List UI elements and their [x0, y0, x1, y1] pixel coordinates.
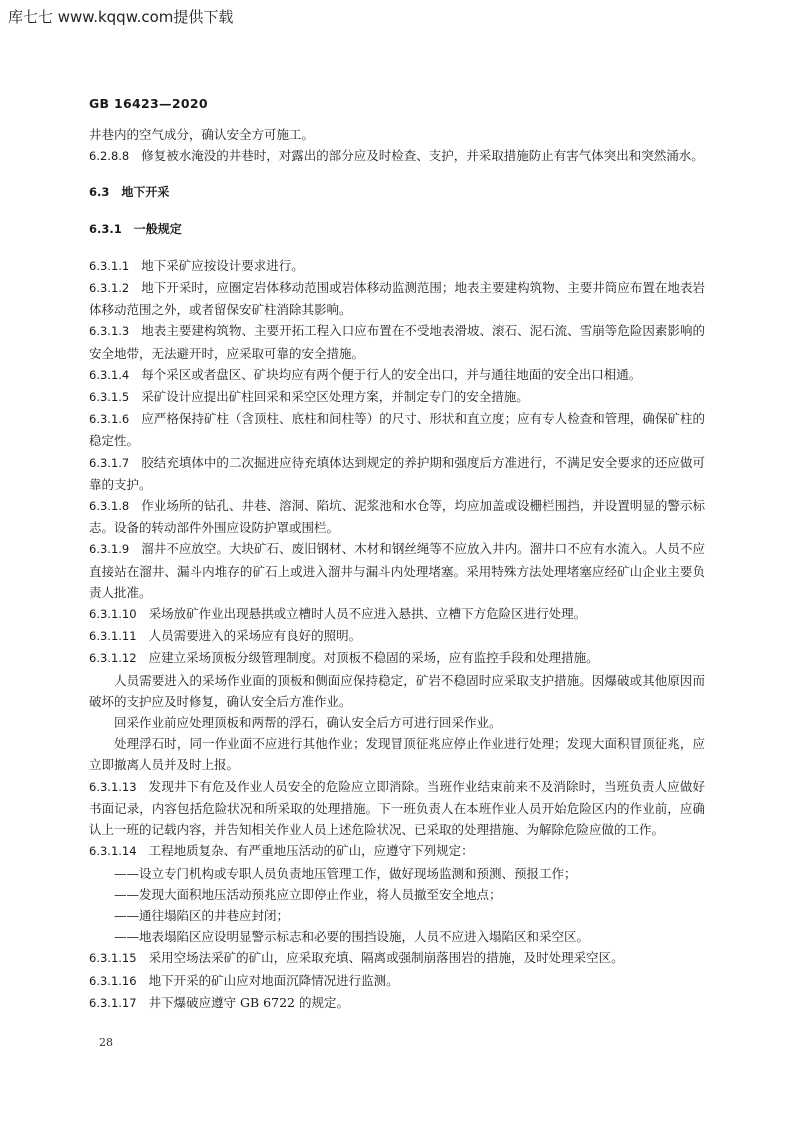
- clause: [89, 408, 705, 451]
- clause-number: 6.3.1.7: [89, 455, 130, 470]
- clause: [89, 124, 705, 145]
- clause-text: 人员需要进入的采场作业面的顶板和侧面应保持稳定，矿岩不稳固时应采取支护措施。因爆破或其他原因而破坏的支护应及时修复，确认安全后方准作业。: [89, 672, 705, 709]
- clause-text: ——通往塌陷区的井巷应封闭；: [114, 907, 290, 923]
- clause-text: 回采作业前应处理顶板和两帮的浮石，确认安全后方可进行回采作业。: [114, 715, 502, 731]
- clause-number: 6.3.1.4: [89, 367, 130, 382]
- clause-text: 应严格保持矿柱（含顶柱、底柱和间柱等）的尺寸、形状和直立度；应有专人检查和管理，确保矿柱的稳定性。: [89, 411, 705, 449]
- clause-text: 作业场所的钻孔、井巷、溶洞、陷坑、泥浆池和水仓等，均应加盖或设栅栏围挡，并设置明显的警示标志。设备的转动部件外围应设防护罩或围栏。: [89, 498, 705, 536]
- clause-text: 处理浮石时，同一作业面不应进行其他作业；发现冒顶征兆应停止作业进行处理；发现大面积冒顶征兆，应立即撤离人员并及时上报。: [89, 736, 705, 773]
- clause: [89, 145, 705, 167]
- clause-text: 胶结充填体中的二次掘进应待充填体达到规定的养护期和强度后方准进行，不满足安全要求的还应做可靠的支护。: [89, 454, 705, 492]
- clause-text: 采用空场法采矿的矿山，应采取充填、隔离或强制崩落围岩的措施，及时处理采空区。: [148, 950, 624, 966]
- clause-text: 采场放矿作业出现悬拱或立槽时人员不应进入悬拱、立槽下方危险区进行处理。: [148, 606, 587, 622]
- clause: [89, 320, 705, 363]
- clause-text: 井下爆破应遵守 GB 6722 的规定。: [148, 994, 349, 1010]
- clause: [89, 625, 705, 647]
- section-heading: [89, 219, 705, 240]
- clause-text: 地下开采的矿山应对地面沉降情况进行监测。: [148, 972, 399, 988]
- clause: [89, 538, 705, 603]
- clause-text: 应建立采场顶板分级管理制度。对顶板不稳固的采场，应有监控手段和处理措施。: [148, 650, 599, 666]
- clause: [89, 776, 705, 841]
- clause-number: 6.3.1.5: [89, 390, 130, 405]
- paragraph: [89, 670, 705, 712]
- clause-number: 6.3.1.13: [89, 779, 137, 794]
- list-item: [89, 884, 705, 905]
- clause-text: 采矿设计应提出矿柱回采和采空区处理方案，并制定专门的安全措施。: [141, 389, 529, 405]
- clause-number: 6.3.1.8: [89, 499, 130, 514]
- clause-text: ——发现大面积地压活动预兆应立即停止作业，将人员撤至安全地点；: [114, 886, 502, 902]
- clause-number: 6.3: [89, 185, 110, 200]
- clause-number: 6.3.1.12: [89, 651, 137, 666]
- clause-text: ——设立专门机构或专职人员负责地压管理工作，做好现场监测和预测、预报工作；: [114, 865, 577, 881]
- clause-number: 6.3.1.15: [89, 951, 137, 966]
- clause-text: 修复被水淹没的井巷时，对露出的部分应及时检查、支护，并采取措施防止有害气体突出和突然涌水。: [141, 148, 704, 164]
- clause: [89, 840, 705, 862]
- standard-code: GB 16423—2020: [89, 96, 208, 111]
- clause: [89, 647, 705, 669]
- paragraph: [89, 733, 705, 775]
- clause-number: 6.3.1.9: [89, 542, 130, 557]
- clause-text: 井巷内的空气成分，确认安全方可施工。: [89, 127, 315, 142]
- watermark-text: 库七七 www.kqqw.com提供下载: [8, 8, 234, 26]
- clause-number: 6.3.1.14: [89, 844, 137, 859]
- clause-text: 地下开采: [121, 185, 170, 200]
- clause-text: 地表主要建构筑物、主要开拓工程入口应布置在不受地表滑坡、滚石、泥石流、雪崩等危险因素影响的安全地带，无法避开时，应采取可靠的安全措施。: [89, 323, 705, 361]
- clause-text: 地下采矿应按设计要求进行。: [141, 257, 304, 273]
- clause-text: 人员需要进入的采场应有良好的照明。: [148, 628, 362, 644]
- clause-number: 6.3.1: [89, 221, 122, 236]
- section-heading: [89, 182, 705, 203]
- clause-text: 工程地质复杂、有严重地压活动的矿山，应遵守下列规定：: [148, 843, 474, 859]
- document-body: [89, 124, 705, 1014]
- clause: [89, 386, 705, 408]
- clause: [89, 452, 705, 495]
- clause: [89, 495, 705, 538]
- clause-number: 6.2.8.8: [89, 149, 130, 164]
- clause-number: 6.3.1.11: [89, 629, 137, 644]
- paragraph: [89, 712, 705, 733]
- clause-number: 6.3.1.6: [89, 412, 130, 427]
- clause-number: 6.3.1.1: [89, 258, 130, 273]
- clause-number: 6.3.1.3: [89, 324, 130, 339]
- list-item: [89, 926, 705, 947]
- clause: [89, 970, 705, 992]
- clause-number: 6.3.1.17: [89, 995, 137, 1010]
- clause-number: 6.3.1.2: [89, 281, 130, 296]
- clause-text: 溜井不应放空。大块矿石、废旧钢材、木材和钢丝绳等不应放入井内。溜井口不应有水流入。人员不应直接站在溜井、漏斗内堆存的矿石上或进入溜井与漏斗内处理堵塞。采用特殊方法处理堵塞应经矿山企业主要负责人批准。: [89, 541, 705, 600]
- clause: [89, 277, 705, 320]
- page-number: 28: [99, 1036, 113, 1049]
- clause-text: 一般规定: [133, 221, 182, 236]
- clause-text: 每个采区或者盘区、矿块均应有两个便于行人的安全出口，并与通往地面的安全出口相通。: [141, 366, 642, 382]
- clause-text: ——地表塌陷区应设明显警示标志和必要的围挡设施，人员不应进入塌陷区和采空区。: [114, 929, 590, 945]
- clause: [89, 947, 705, 969]
- clause: [89, 255, 705, 277]
- clause-text: 地下开采时，应圈定岩体移动范围或岩体移动监测范围；地表主要建构筑物、主要井筒应布置在地表岩体移动范围之外，或者留保安矿柱消除其影响。: [89, 280, 705, 318]
- clause-text: 发现井下有危及作业人员安全的危险应立即消除。当班作业结束前来不及消除时，当班负责人应做好书面记录，内容包括危险状况和所采取的处理措施。下一班负责人在本班作业人员开始危险区内的作业前，应确认上一班的记载内容，并告知相关作业人员上述危险状况、已采取的处理措施、为解除危险应做的工作。: [89, 778, 705, 838]
- clause-number: 6.3.1.10: [89, 607, 137, 622]
- clause-number: 6.3.1.16: [89, 973, 137, 988]
- clause: [89, 364, 705, 386]
- clause: [89, 603, 705, 625]
- list-item: [89, 863, 705, 884]
- clause: [89, 992, 705, 1014]
- list-item: [89, 905, 705, 926]
